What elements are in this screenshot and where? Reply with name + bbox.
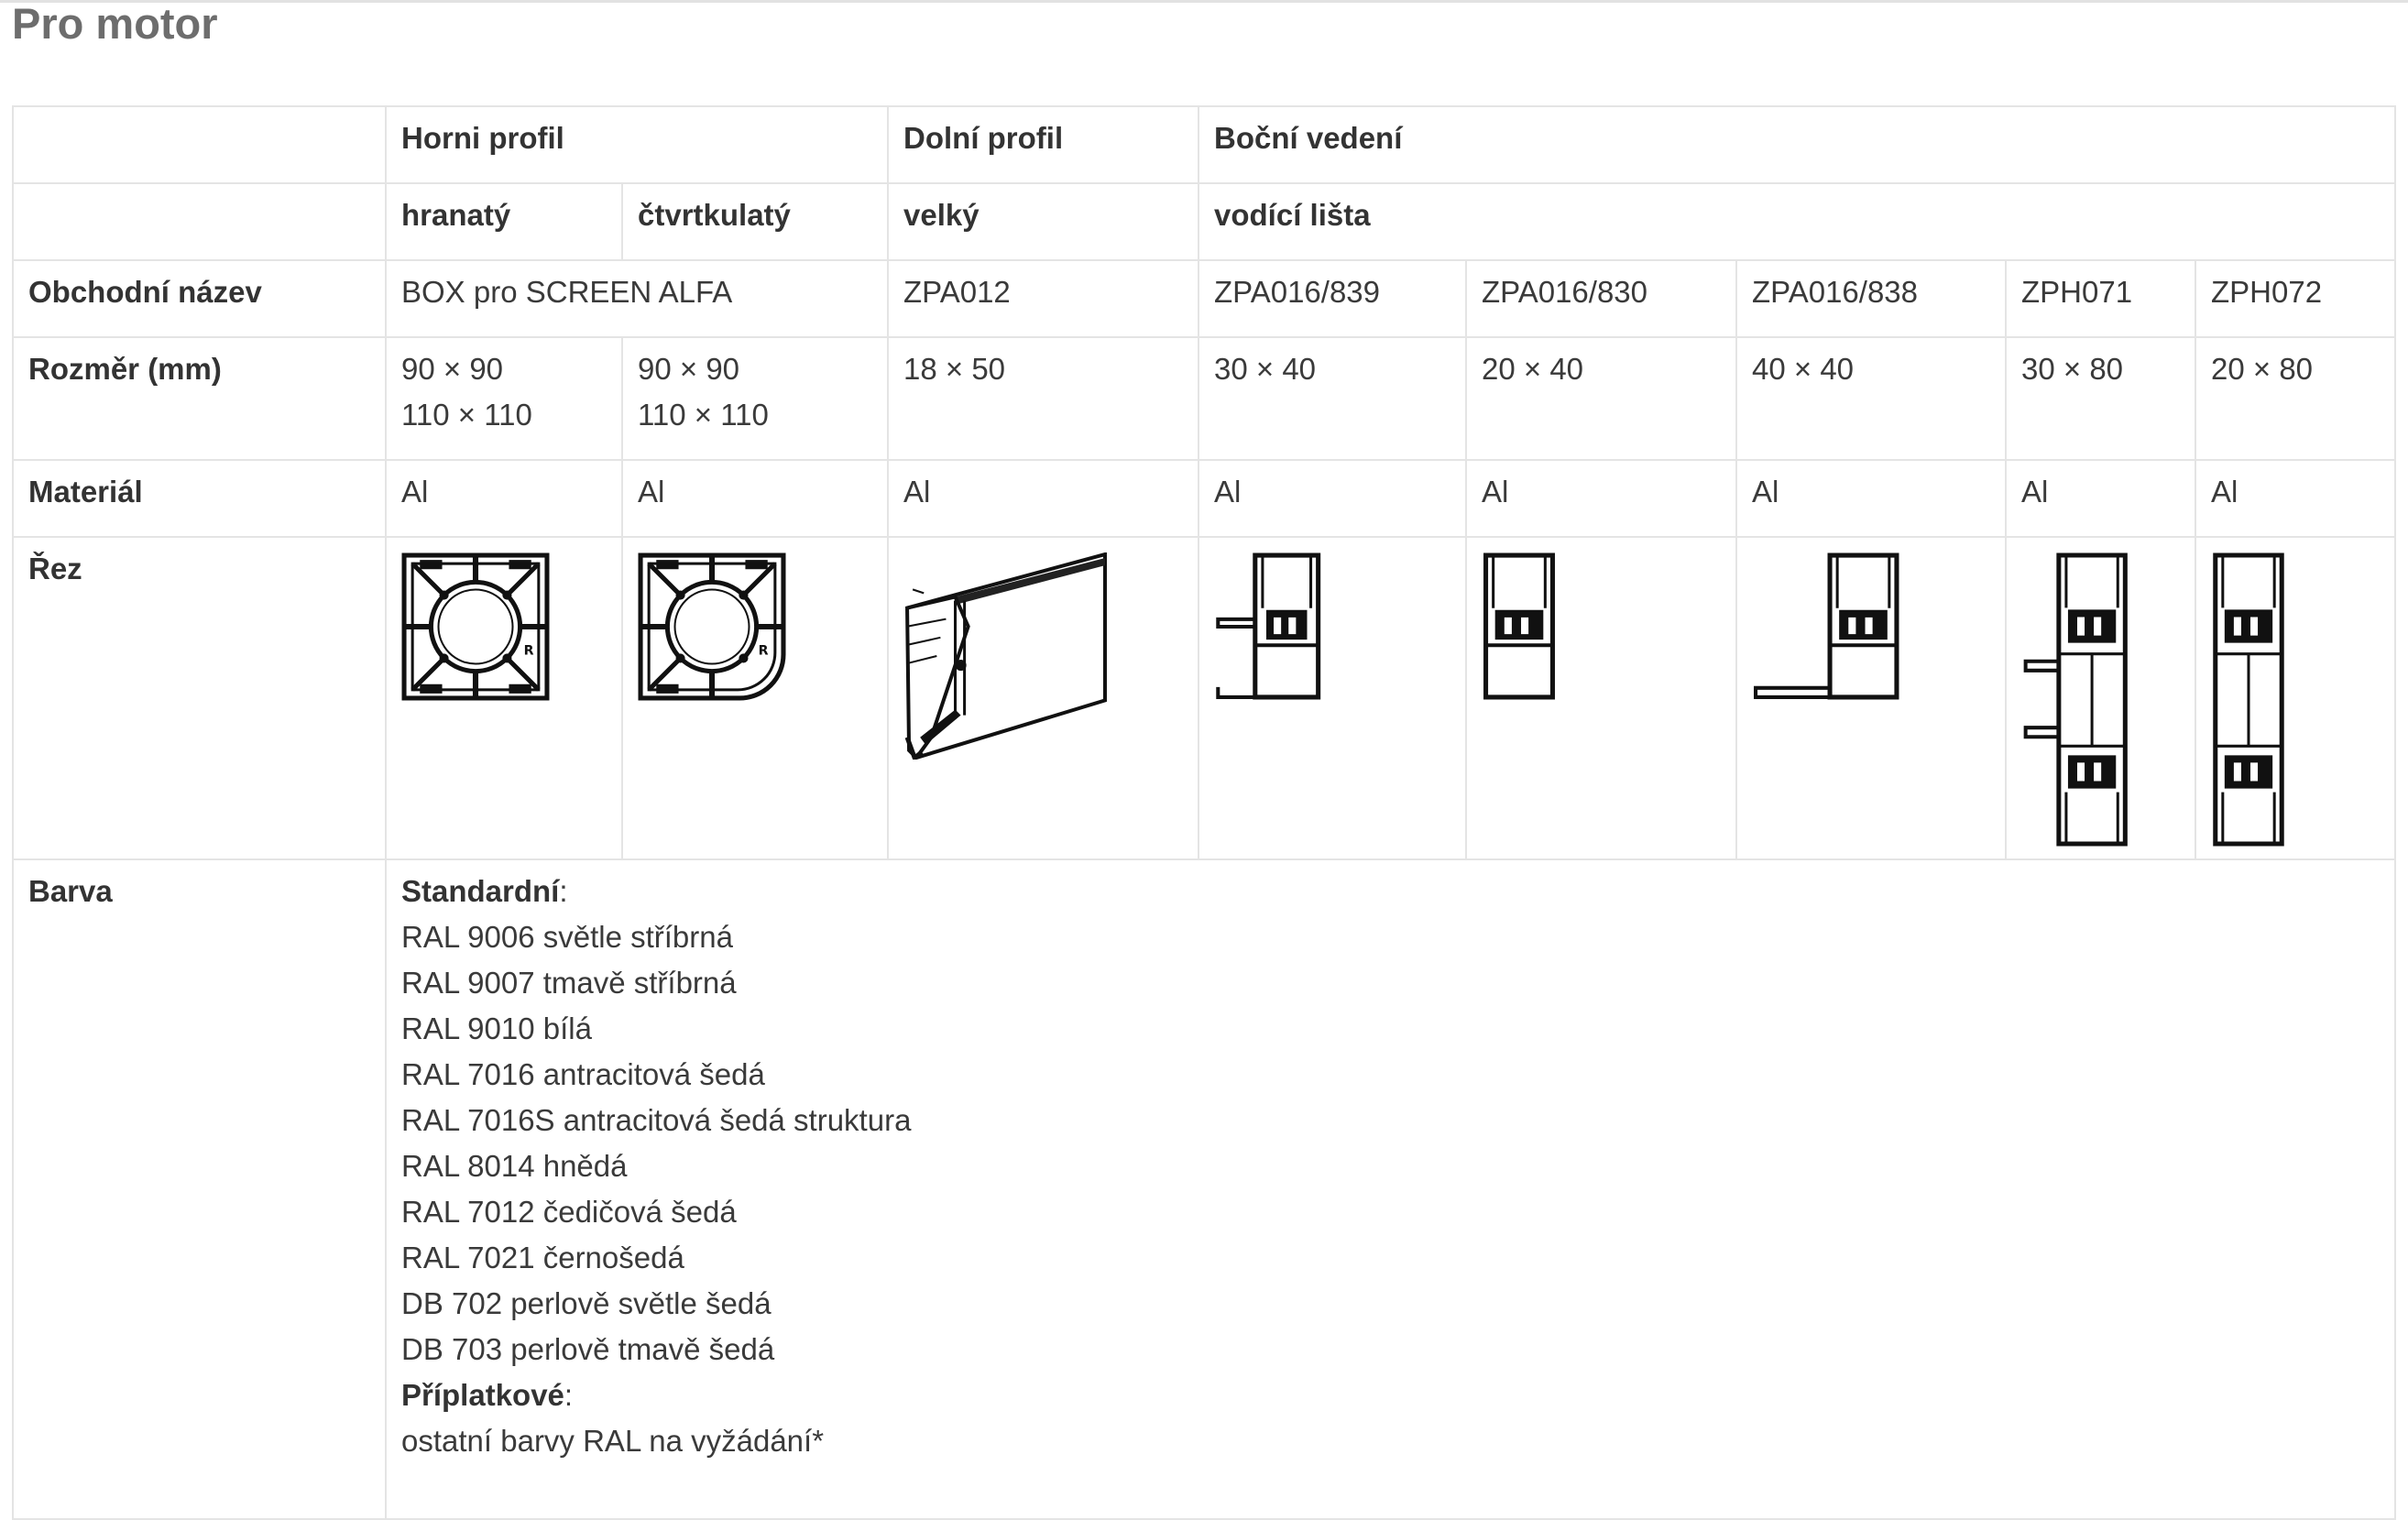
barva-standard-heading: Standardní: xyxy=(401,874,568,908)
name-zpa016-830: ZPA016/830 xyxy=(1466,260,1736,337)
material-cell: Al xyxy=(1199,460,1466,537)
group-horni-profil: Horni profil xyxy=(386,106,888,183)
barva-extra-item: ostatní barvy RAL na vyžádání* xyxy=(401,1424,825,1458)
row-rez xyxy=(13,537,2395,859)
page-title: Pro motor xyxy=(12,0,218,48)
row-material xyxy=(13,460,2395,537)
guide-rail-zph071-icon xyxy=(2021,552,2133,847)
subgroup-row xyxy=(13,183,2395,260)
row-label: Obchodní název xyxy=(13,260,386,337)
dim-value: 90 × 90 xyxy=(638,352,740,386)
dim-zph072: 20 × 80 xyxy=(2195,337,2395,460)
name-zph072: ZPH072 xyxy=(2195,260,2395,337)
standard-label: Standardní xyxy=(401,874,560,908)
row-obchodni-nazev xyxy=(13,260,2395,337)
material-cell: Al xyxy=(2006,460,2195,537)
guide-rail-830-icon xyxy=(1482,552,1557,701)
rez-ctvrtkulaty xyxy=(622,537,888,859)
svg-text:R: R xyxy=(523,643,534,659)
material-cell: Al xyxy=(1736,460,2006,537)
corner-cell xyxy=(13,106,386,183)
material-cell: Al xyxy=(2195,460,2395,537)
rez-hranaty xyxy=(386,537,622,859)
dim-hranaty xyxy=(386,337,622,460)
row-label: Rozměr (mm) xyxy=(13,337,386,460)
material-cell: Al xyxy=(386,460,622,537)
row-label: Řez xyxy=(13,537,386,859)
material-cell: Al xyxy=(1466,460,1736,537)
name-box: BOX pro SCREEN ALFA xyxy=(386,260,888,337)
barva-item: RAL 9010 bílá xyxy=(401,1012,592,1045)
rez-zpa016-838 xyxy=(1736,537,2006,859)
bottom-profile-icon xyxy=(903,552,1107,760)
row-label: Barva xyxy=(13,859,386,1519)
row-label: Materiál xyxy=(13,460,386,537)
row-rozmer xyxy=(13,337,2395,460)
dim-zpa016-830: 20 × 40 xyxy=(1466,337,1736,460)
quarter-round-box-profile-icon xyxy=(638,552,786,701)
square-box-profile-icon xyxy=(401,552,550,701)
rez-zpa012 xyxy=(888,537,1199,859)
dim-value: 90 × 90 xyxy=(401,352,504,386)
dim-zpa016-838: 40 × 40 xyxy=(1736,337,2006,460)
name-zpa016-838: ZPA016/838 xyxy=(1736,260,2006,337)
guide-rail-838-icon xyxy=(1752,552,1900,701)
name-zpa012: ZPA012 xyxy=(888,260,1199,337)
barva-item: DB 703 perlově tmavě šedá xyxy=(401,1332,775,1366)
subgroup-vodici-lista: vodící lišta xyxy=(1199,183,2395,260)
group-bocni-vedeni: Boční vedení xyxy=(1199,106,2395,183)
dim-zpa012: 18 × 50 xyxy=(888,337,1199,460)
subgroup-velky: velký xyxy=(888,183,1199,260)
dim-zph071: 30 × 80 xyxy=(2006,337,2195,460)
extra-label: Příplatkové xyxy=(401,1378,564,1412)
name-zpa016-839: ZPA016/839 xyxy=(1199,260,1466,337)
spec-table xyxy=(12,105,2396,1520)
rez-zpa016-830 xyxy=(1466,537,1736,859)
barva-item: DB 702 perlově světle šedá xyxy=(401,1286,772,1320)
row-barva xyxy=(13,859,2395,1519)
group-dolni-profil: Dolní profil xyxy=(888,106,1199,183)
barva-list xyxy=(386,859,2395,1519)
barva-item: RAL 7012 čedičová šedá xyxy=(401,1195,737,1229)
material-cell: Al xyxy=(888,460,1199,537)
subgroup-ctvrtkulaty: čtvrtkulatý xyxy=(622,183,888,260)
top-border xyxy=(0,0,2408,3)
dim-zpa016-839: 30 × 40 xyxy=(1199,337,1466,460)
guide-rail-zph072-icon xyxy=(2211,552,2286,847)
barva-item: RAL 9006 světle stříbrná xyxy=(401,920,733,954)
rez-zph072 xyxy=(2195,537,2395,859)
svg-text:R: R xyxy=(758,643,769,659)
barva-item: RAL 7021 černošedá xyxy=(401,1241,684,1274)
rez-zpa016-839 xyxy=(1199,537,1466,859)
guide-rail-839-icon xyxy=(1214,552,1326,701)
subgroup-hranaty: hranatý xyxy=(386,183,622,260)
dim-ctvrtkulaty xyxy=(622,337,888,460)
barva-extra-heading: Příplatkové: xyxy=(401,1378,574,1412)
subgroup-empty-cell xyxy=(13,183,386,260)
barva-item: RAL 8014 hnědá xyxy=(401,1149,628,1183)
group-header-row xyxy=(13,106,2395,183)
barva-item: RAL 7016S antracitová šedá struktura xyxy=(401,1103,912,1137)
barva-item: RAL 7016 antracitová šedá xyxy=(401,1057,765,1091)
barva-item: RAL 9007 tmavě stříbrná xyxy=(401,966,737,1000)
material-cell: Al xyxy=(622,460,888,537)
name-zph071: ZPH071 xyxy=(2006,260,2195,337)
dim-value: 110 × 110 xyxy=(401,398,532,432)
dim-value: 110 × 110 xyxy=(638,398,769,432)
rez-zph071 xyxy=(2006,537,2195,859)
